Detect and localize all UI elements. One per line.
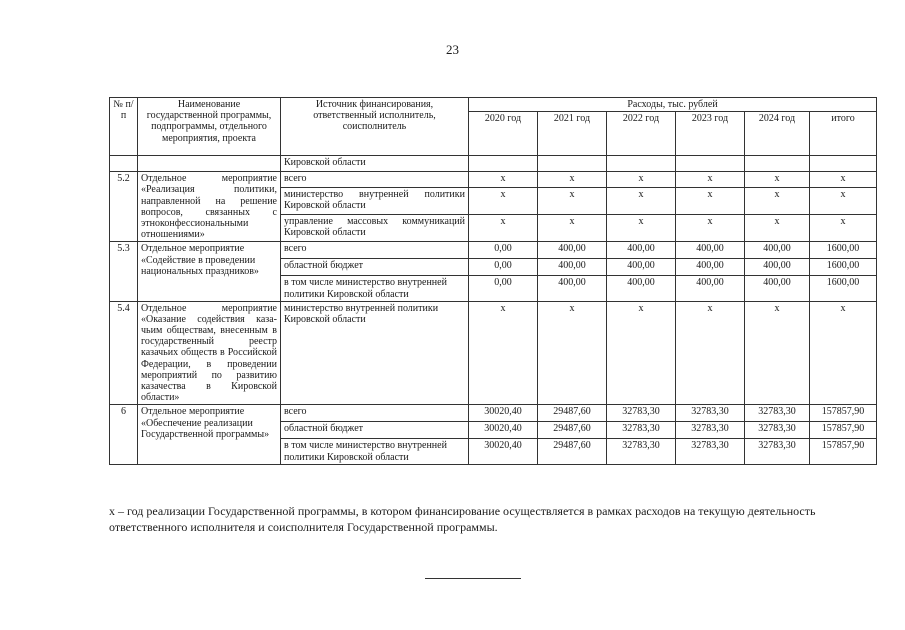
row-num: 5.4: [110, 301, 138, 405]
header-year: 2020 год: [469, 112, 538, 156]
row-source: всего: [281, 242, 469, 259]
row-name: Отдельное мероприятие «Содействие в проведении национальных праздников»: [138, 242, 281, 301]
cell-value: 0,00: [469, 242, 538, 259]
cell-value: 30020,40: [469, 405, 538, 422]
cell-value: 400,00: [676, 242, 745, 259]
budget-table: [109, 97, 877, 465]
cell-value: x: [676, 172, 745, 187]
cell-value: 30020,40: [469, 439, 538, 464]
cell-value: x: [469, 172, 538, 187]
row-name: Отдельное мероприятие «Обеспечение реализации Государственной программы»: [138, 405, 281, 464]
cell-value: x: [810, 187, 877, 214]
cell-value: 0,00: [469, 259, 538, 276]
header-num: № п/п: [110, 98, 138, 156]
header-source: Источник финансирования, ответственный исполнитель, соисполнитель: [281, 98, 469, 156]
continuation-text: Кировской области: [281, 156, 469, 172]
cell-value: 1600,00: [810, 276, 877, 301]
row-name: Отдельное мероприятие «Реализация политики, направленной на решение вопросов, связанных с этноконфессиональными отношениями»: [138, 172, 281, 242]
cell-value: 400,00: [607, 259, 676, 276]
cell-value: x: [676, 301, 745, 405]
cell-value: 157857,90: [810, 422, 877, 439]
header-total: итого: [810, 112, 877, 156]
row-source: областной бюджет: [281, 422, 469, 439]
cell-value: 400,00: [745, 259, 810, 276]
header-year: 2024 год: [745, 112, 810, 156]
cell-value: 400,00: [745, 276, 810, 301]
cell-value: 32783,30: [745, 439, 810, 464]
cell-value: 400,00: [538, 276, 607, 301]
cell-value: 0,00: [469, 276, 538, 301]
cell-value: x: [810, 214, 877, 241]
divider-line: [425, 578, 521, 579]
cell-value: x: [810, 172, 877, 187]
continuation-row: [110, 156, 877, 172]
cell-value: 157857,90: [810, 405, 877, 422]
cell-value: 400,00: [676, 259, 745, 276]
row-name: Отдельное мероприятие «Оказание содействия каза-чьим обществам, внесенным в государственный реестр казачьих обществ в Российской Федерации, в проведении мероприятий по развитию казачества в Кировской области»: [138, 301, 281, 405]
cell-value: 32783,30: [607, 439, 676, 464]
cell-value: x: [607, 214, 676, 241]
cell-value: x: [745, 214, 810, 241]
cell-value: 29487,60: [538, 439, 607, 464]
row-source: областной бюджет: [281, 259, 469, 276]
cell-value: 29487,60: [538, 405, 607, 422]
cell-value: 400,00: [745, 242, 810, 259]
row-source: управление массовых коммуникаций Кировской области: [281, 214, 469, 241]
table-row: [110, 242, 877, 259]
cell-value: x: [538, 172, 607, 187]
row-num: 5.3: [110, 242, 138, 301]
table-row: [110, 301, 877, 405]
cell-value: 32783,30: [745, 405, 810, 422]
cell-value: 32783,30: [607, 405, 676, 422]
cell-value: x: [538, 301, 607, 405]
cell-value: x: [469, 187, 538, 214]
cell-value: x: [538, 214, 607, 241]
header-row: [110, 98, 877, 112]
row-source: министерство внутренней политики Кировской области: [281, 301, 469, 405]
page-number: 23: [446, 42, 459, 57]
header-name: Наименование государственной программы, подпрограммы, отдельного мероприятия, проекта: [138, 98, 281, 156]
row-num: 5.2: [110, 172, 138, 242]
cell-value: x: [810, 301, 877, 405]
row-source: министерство внутренней политики Кировской области: [281, 187, 469, 214]
header-year: 2023 год: [676, 112, 745, 156]
cell-value: 32783,30: [745, 422, 810, 439]
cell-value: x: [607, 172, 676, 187]
footnote: х – год реализации Государственной программы, в котором финансирование осуществляется в рамках расходов на текущую деятельность ответственного исполнителя и соисполнителя Государственной программы.: [109, 504, 816, 534]
cell-value: 400,00: [538, 242, 607, 259]
header-year: 2021 год: [538, 112, 607, 156]
row-source: в том числе министерство внутренней политики Кировской области: [281, 439, 469, 464]
cell-value: 400,00: [676, 276, 745, 301]
cell-value: x: [538, 187, 607, 214]
header-year: 2022 год: [607, 112, 676, 156]
cell-value: 400,00: [607, 276, 676, 301]
cell-value: 30020,40: [469, 422, 538, 439]
cell-value: 29487,60: [538, 422, 607, 439]
cell-value: x: [607, 187, 676, 214]
cell-value: 32783,30: [676, 422, 745, 439]
cell-value: 1600,00: [810, 259, 877, 276]
cell-value: x: [676, 187, 745, 214]
cell-value: x: [745, 172, 810, 187]
cell-value: x: [676, 214, 745, 241]
cell-value: x: [607, 301, 676, 405]
row-source: всего: [281, 172, 469, 187]
cell-value: x: [469, 214, 538, 241]
table-row: [110, 405, 877, 422]
cell-value: 1600,00: [810, 242, 877, 259]
cell-value: 32783,30: [607, 422, 676, 439]
header-expenses: Расходы, тыс. рублей: [469, 98, 877, 112]
cell-value: 157857,90: [810, 439, 877, 464]
cell-value: x: [745, 301, 810, 405]
cell-value: x: [469, 301, 538, 405]
cell-value: 32783,30: [676, 405, 745, 422]
cell-value: 32783,30: [676, 439, 745, 464]
row-source: всего: [281, 405, 469, 422]
cell-value: x: [745, 187, 810, 214]
cell-value: 400,00: [607, 242, 676, 259]
row-source: в том числе министерство внутренней политики Кировской области: [281, 276, 469, 301]
cell-value: 400,00: [538, 259, 607, 276]
row-num: 6: [110, 405, 138, 464]
table-row: [110, 172, 877, 187]
